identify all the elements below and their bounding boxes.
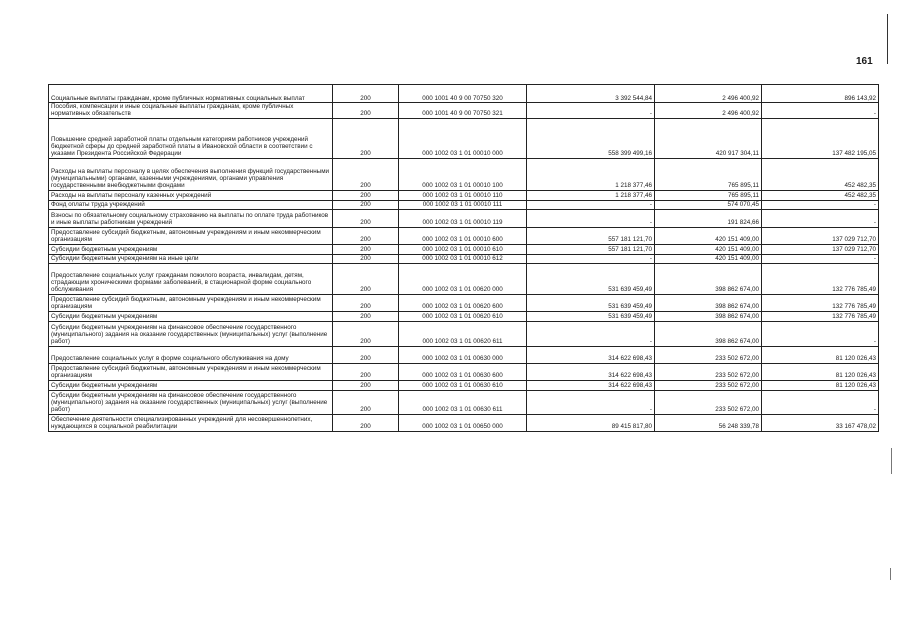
unexecuted-amount-cell: 137 029 712,70	[762, 244, 879, 254]
executed-amount-cell: 56 248 339,78	[655, 414, 762, 431]
unexecuted-amount-cell: 81 120 026,43	[762, 346, 879, 363]
unexecuted-amount-cell: 81 120 026,43	[762, 363, 879, 380]
approved-amount-cell: 558 399 499,16	[527, 118, 655, 158]
budget-classification-code-cell: 000 1001 40 9 00 70750 321	[399, 103, 527, 119]
unexecuted-amount-cell: -	[762, 254, 879, 263]
approved-amount-cell: -	[527, 254, 655, 263]
approved-amount-cell: 3 392 544,84	[527, 85, 655, 103]
executed-amount-cell: 233 502 672,00	[655, 390, 762, 414]
approved-amount-cell: -	[527, 321, 655, 346]
unexecuted-amount-cell: -	[762, 103, 879, 119]
expense-name-cell: Предоставление субсидий бюджетным, автономным учреждениям и иным некоммерческим организациям	[49, 227, 333, 244]
line-code-cell: 200	[333, 103, 399, 119]
line-code-cell: 200	[333, 200, 399, 209]
table-row	[49, 190, 879, 200]
table-row	[49, 414, 879, 431]
unexecuted-amount-cell: -	[762, 321, 879, 346]
line-code-cell: 200	[333, 294, 399, 311]
budget-classification-code-cell: 000 1002 03 1 01 00630 000	[399, 346, 527, 363]
expense-name-cell: Предоставление социальных услуг гражданам пожилого возраста, инвалидам, детям, страдающим хроническими формами заболеваний, в стационарной форме социального обслуживания	[49, 263, 333, 294]
executed-amount-cell: 765 895,11	[655, 190, 762, 200]
expense-name-cell: Обеспечение деятельности специализированных учреждений для несовершеннолетних, нуждающихся в социальной реабилитации	[49, 414, 333, 431]
executed-amount-cell: 191 824,66	[655, 209, 762, 227]
table-row	[49, 363, 879, 380]
executed-amount-cell: 420 917 304,11	[655, 118, 762, 158]
budget-classification-code-cell: 000 1002 03 1 01 00010 100	[399, 158, 527, 190]
table-row	[49, 390, 879, 414]
expense-name-cell: Предоставление социальных услуг в форме социального обслуживания на дому	[49, 346, 333, 363]
budget-classification-code-cell: 000 1002 03 1 01 00010 111	[399, 200, 527, 209]
expense-name-cell: Предоставление субсидий бюджетным, автономным учреждениям и иным некоммерческим организациям	[49, 294, 333, 311]
budget-classification-code-cell: 000 1002 03 1 01 00010 119	[399, 209, 527, 227]
line-code-cell: 200	[333, 263, 399, 294]
approved-amount-cell: 557 181 121,70	[527, 244, 655, 254]
budget-classification-code-cell: 000 1002 03 1 01 00630 610	[399, 380, 527, 390]
scan-edge-mark	[890, 568, 891, 580]
table-row	[49, 380, 879, 390]
budget-classification-code-cell: 000 1002 03 1 01 00010 600	[399, 227, 527, 244]
line-code-cell: 200	[333, 244, 399, 254]
approved-amount-cell: -	[527, 200, 655, 209]
page-edge-line	[887, 14, 888, 64]
table-body	[49, 85, 879, 432]
executed-amount-cell: 398 862 674,00	[655, 263, 762, 294]
executed-amount-cell: 398 862 674,00	[655, 311, 762, 321]
expense-name-cell: Субсидии бюджетным учреждениям	[49, 244, 333, 254]
line-code-cell: 200	[333, 321, 399, 346]
unexecuted-amount-cell: -	[762, 390, 879, 414]
scan-edge-mark	[891, 448, 892, 474]
table-row	[49, 321, 879, 346]
unexecuted-amount-cell: 81 120 026,43	[762, 380, 879, 390]
table-row	[49, 103, 879, 119]
unexecuted-amount-cell: 896 143,92	[762, 85, 879, 103]
table-row	[49, 254, 879, 263]
expense-name-cell: Повышение средней заработной платы отдельным категориям работников учреждений бюджетной сферы до средней заработной платы в Ивановской области в соответствии с указами Президента Российской Федерации	[49, 118, 333, 158]
executed-amount-cell: 420 151 409,00	[655, 244, 762, 254]
line-code-cell: 200	[333, 363, 399, 380]
line-code-cell: 200	[333, 380, 399, 390]
expense-name-cell: Предоставление субсидий бюджетным, автономным учреждениям и иным некоммерческим организациям	[49, 363, 333, 380]
line-code-cell: 200	[333, 209, 399, 227]
budget-classification-code-cell: 000 1002 03 1 01 00010 000	[399, 118, 527, 158]
unexecuted-amount-cell: 452 482,35	[762, 190, 879, 200]
executed-amount-cell: 233 502 672,00	[655, 363, 762, 380]
unexecuted-amount-cell: -	[762, 209, 879, 227]
executed-amount-cell: 233 502 672,00	[655, 380, 762, 390]
budget-classification-code-cell: 000 1002 03 1 01 00630 600	[399, 363, 527, 380]
approved-amount-cell: 531 639 459,49	[527, 294, 655, 311]
table-row	[49, 118, 879, 158]
budget-classification-code-cell: 000 1002 03 1 01 00650 000	[399, 414, 527, 431]
approved-amount-cell: 1 218 377,46	[527, 190, 655, 200]
line-code-cell: 200	[333, 346, 399, 363]
executed-amount-cell: 2 496 400,92	[655, 103, 762, 119]
table-row	[49, 311, 879, 321]
budget-classification-code-cell: 000 1002 03 1 01 00620 000	[399, 263, 527, 294]
unexecuted-amount-cell: 132 776 785,49	[762, 311, 879, 321]
unexecuted-amount-cell: 137 482 195,05	[762, 118, 879, 158]
expense-name-cell: Субсидии бюджетным учреждениям	[49, 311, 333, 321]
approved-amount-cell: 531 639 459,49	[527, 263, 655, 294]
line-code-cell: 200	[333, 118, 399, 158]
budget-classification-code-cell: 000 1002 03 1 01 00010 612	[399, 254, 527, 263]
executed-amount-cell: 398 862 674,00	[655, 294, 762, 311]
page-number: 161	[856, 56, 873, 67]
line-code-cell: 200	[333, 311, 399, 321]
executed-amount-cell: 574 070,45	[655, 200, 762, 209]
budget-classification-code-cell: 000 1001 40 9 00 70750 320	[399, 85, 527, 103]
approved-amount-cell: 89 415 817,80	[527, 414, 655, 431]
line-code-cell: 200	[333, 227, 399, 244]
approved-amount-cell: 314 622 698,43	[527, 380, 655, 390]
approved-amount-cell: -	[527, 103, 655, 119]
line-code-cell: 200	[333, 390, 399, 414]
table-row	[49, 346, 879, 363]
table-row	[49, 263, 879, 294]
expense-name-cell: Субсидии бюджетным учреждениям на иные цели	[49, 254, 333, 263]
table-row	[49, 227, 879, 244]
expense-name-cell: Субсидии бюджетным учреждениям на финансовое обеспечение государственного (муниципального) задания на оказание государственных (муниципальных) услуг (выполнение работ)	[49, 321, 333, 346]
line-code-cell: 200	[333, 254, 399, 263]
unexecuted-amount-cell: 137 029 712,70	[762, 227, 879, 244]
table-row	[49, 294, 879, 311]
table-row	[49, 209, 879, 227]
budget-classification-code-cell: 000 1002 03 1 01 00620 600	[399, 294, 527, 311]
approved-amount-cell: 314 622 698,43	[527, 346, 655, 363]
unexecuted-amount-cell: 33 167 478,02	[762, 414, 879, 431]
line-code-cell: 200	[333, 190, 399, 200]
budget-classification-code-cell: 000 1002 03 1 01 00620 610	[399, 311, 527, 321]
approved-amount-cell: 314 622 698,43	[527, 363, 655, 380]
approved-amount-cell: 531 639 459,49	[527, 311, 655, 321]
expense-name-cell: Социальные выплаты гражданам, кроме публичных нормативных социальных выплат	[49, 85, 333, 103]
line-code-cell: 200	[333, 158, 399, 190]
budget-classification-code-cell: 000 1002 03 1 01 00010 110	[399, 190, 527, 200]
expense-name-cell: Расходы на выплаты персоналу в целях обеспечения выполнения функций государственными (муниципальными) органами, казенными учреждениями, органами управления государственными внебюджетными фондами	[49, 158, 333, 190]
line-code-cell: 200	[333, 85, 399, 103]
executed-amount-cell: 420 151 409,00	[655, 227, 762, 244]
expense-name-cell: Взносы по обязательному социальному страхованию на выплаты по оплате труда работников и иные выплаты работникам учреждений	[49, 209, 333, 227]
budget-classification-code-cell: 000 1002 03 1 01 00620 611	[399, 321, 527, 346]
approved-amount-cell: -	[527, 390, 655, 414]
unexecuted-amount-cell: 132 776 785,49	[762, 294, 879, 311]
table-row	[49, 244, 879, 254]
unexecuted-amount-cell: 452 482,35	[762, 158, 879, 190]
approved-amount-cell: -	[527, 209, 655, 227]
table-row	[49, 158, 879, 190]
line-code-cell: 200	[333, 414, 399, 431]
expense-name-cell: Субсидии бюджетным учреждениям	[49, 380, 333, 390]
executed-amount-cell: 420 151 409,00	[655, 254, 762, 263]
executed-amount-cell: 233 502 672,00	[655, 346, 762, 363]
expense-name-cell: Фонд оплаты труда учреждений	[49, 200, 333, 209]
budget-classification-code-cell: 000 1002 03 1 01 00630 611	[399, 390, 527, 414]
table-row	[49, 85, 879, 103]
executed-amount-cell: 2 496 400,92	[655, 85, 762, 103]
approved-amount-cell: 557 181 121,70	[527, 227, 655, 244]
unexecuted-amount-cell: -	[762, 200, 879, 209]
budget-execution-table	[48, 84, 879, 432]
approved-amount-cell: 1 218 377,46	[527, 158, 655, 190]
expense-name-cell: Расходы на выплаты персоналу казенных учреждений	[49, 190, 333, 200]
unexecuted-amount-cell: 132 776 785,49	[762, 263, 879, 294]
executed-amount-cell: 765 895,11	[655, 158, 762, 190]
expense-name-cell: Пособия, компенсации и иные социальные выплаты гражданам, кроме публичных нормативных обязательств	[49, 103, 333, 119]
executed-amount-cell: 398 862 674,00	[655, 321, 762, 346]
budget-classification-code-cell: 000 1002 03 1 01 00010 610	[399, 244, 527, 254]
table-row	[49, 200, 879, 209]
expense-name-cell: Субсидии бюджетным учреждениям на финансовое обеспечение государственного (муниципального) задания на оказание государственных (муниципальных) услуг (выполнение работ)	[49, 390, 333, 414]
